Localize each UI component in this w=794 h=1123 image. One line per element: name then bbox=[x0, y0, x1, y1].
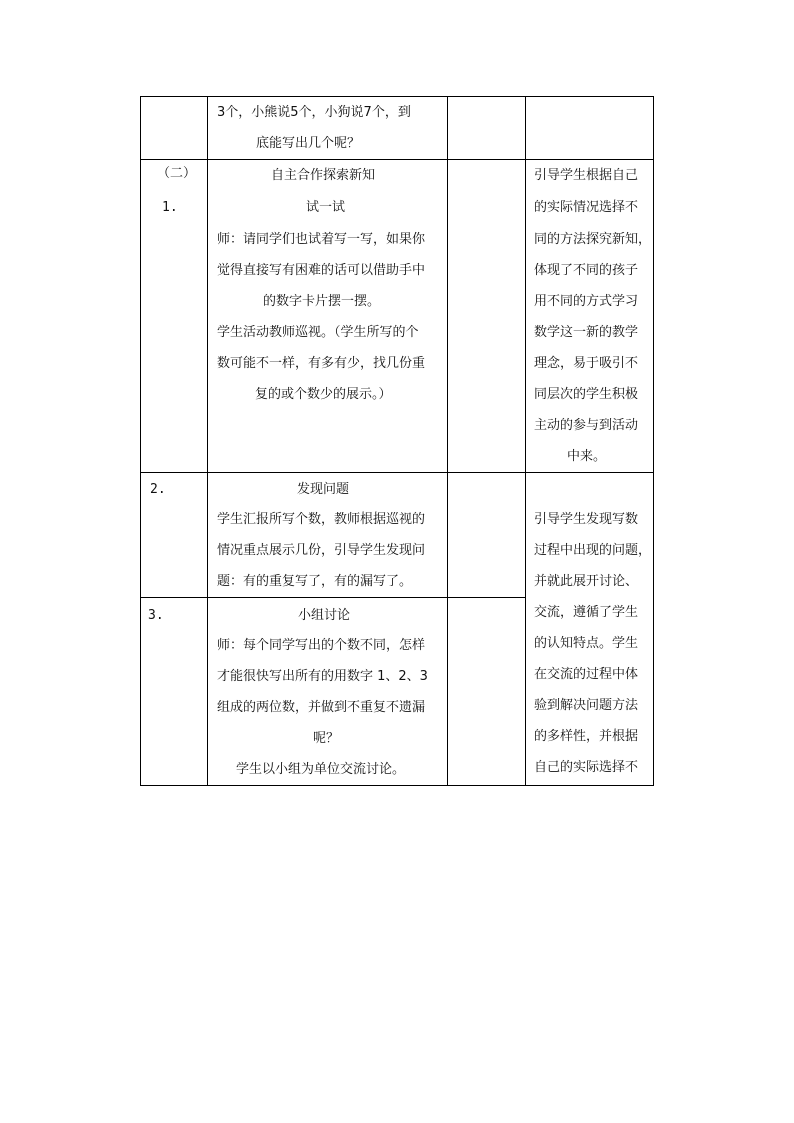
table-border-top bbox=[140, 96, 654, 97]
teaching-note-line: 理念，易于吸引不 bbox=[534, 356, 639, 371]
table-border-left bbox=[140, 96, 141, 786]
table-border-bottom bbox=[140, 785, 654, 786]
step-text-line: 呢？ bbox=[313, 731, 340, 746]
teaching-note-line: 并就此展开讨论、 bbox=[534, 574, 639, 589]
step-text-line: 学生以小组为单位交流讨论。 bbox=[236, 762, 406, 777]
step-text-line: 师：每个同学写出的个数不同，怎样 bbox=[217, 638, 426, 653]
step-number: 2. bbox=[150, 482, 166, 497]
column-divider bbox=[447, 96, 448, 786]
teaching-note-line: 中来。 bbox=[567, 449, 607, 464]
step-heading: 发现问题 bbox=[297, 482, 350, 497]
step-text-line: 觉得直接写有困难的话可以借助手中 bbox=[217, 263, 426, 278]
step-number: 3. bbox=[148, 608, 164, 623]
intro-line: 底能写出几个呢？ bbox=[256, 136, 361, 151]
teaching-note-line: 在交流的过程中体 bbox=[534, 667, 639, 682]
step-text-line: 才能很快写出所有的用数字 1、2、3 bbox=[217, 669, 428, 684]
row-divider bbox=[140, 472, 654, 473]
step-text-line: 复的或个数少的展示。） bbox=[255, 387, 392, 402]
step-text-line: 数可能不一样，有多有少，找几份重 bbox=[217, 356, 426, 371]
teaching-note-line: 的认知特点。学生 bbox=[534, 636, 639, 651]
teaching-note-line: 过程中出现的问题， bbox=[534, 543, 652, 558]
step-text-line: 情况重点展示几份，引导学生发现问 bbox=[217, 543, 426, 558]
section-marker: （二） bbox=[157, 166, 197, 181]
teaching-note-line: 验到解决问题方法 bbox=[534, 698, 639, 713]
teaching-note-line: 主动的参与到活动 bbox=[534, 418, 639, 433]
teaching-note-line: 的多样性，并根据 bbox=[534, 729, 639, 744]
step-text-line: 的数字卡片摆一摆。 bbox=[263, 294, 381, 309]
teaching-note-line: 引导学生发现写数 bbox=[534, 512, 639, 527]
step-heading: 小组讨论 bbox=[298, 608, 351, 623]
column-divider bbox=[207, 96, 208, 786]
section-title: 自主合作探索新知 bbox=[271, 168, 376, 183]
row-divider bbox=[140, 159, 654, 160]
table-border-right bbox=[653, 96, 654, 786]
step-heading: 试一试 bbox=[306, 200, 346, 215]
step-text-line: 学生活动教师巡视。（学生所写的个 bbox=[217, 325, 419, 340]
step-text-line: 师：请同学们也试着写一写，如果你 bbox=[217, 232, 426, 247]
step-text-line: 题：有的重复写了，有的漏写了。 bbox=[217, 574, 413, 589]
teaching-note-line: 用不同的方式学习 bbox=[534, 294, 639, 309]
step-number: 1. bbox=[162, 200, 178, 215]
teaching-note-line: 体现了不同的孩子 bbox=[534, 263, 639, 278]
row-divider-partial bbox=[140, 597, 526, 598]
teaching-note-line: 交流，遵循了学生 bbox=[534, 605, 639, 620]
teaching-note-line: 同的方法探究新知， bbox=[534, 232, 652, 247]
teaching-note-line: 引导学生根据自己 bbox=[534, 168, 639, 183]
intro-line: 3个，小熊说5个，小狗说7个，到 bbox=[217, 105, 411, 120]
teaching-note-line: 数学这一新的教学 bbox=[534, 325, 639, 340]
teaching-note-line: 自己的实际选择不 bbox=[534, 760, 639, 775]
teaching-note-line: 同层次的学生积极 bbox=[534, 387, 639, 402]
step-text-line: 学生汇报所写个数，教师根据巡视的 bbox=[217, 512, 426, 527]
teaching-note-line: 的实际情况选择不 bbox=[534, 200, 639, 215]
column-divider bbox=[525, 96, 526, 786]
step-text-line: 组成的两位数，并做到不重复不遗漏 bbox=[217, 700, 426, 715]
